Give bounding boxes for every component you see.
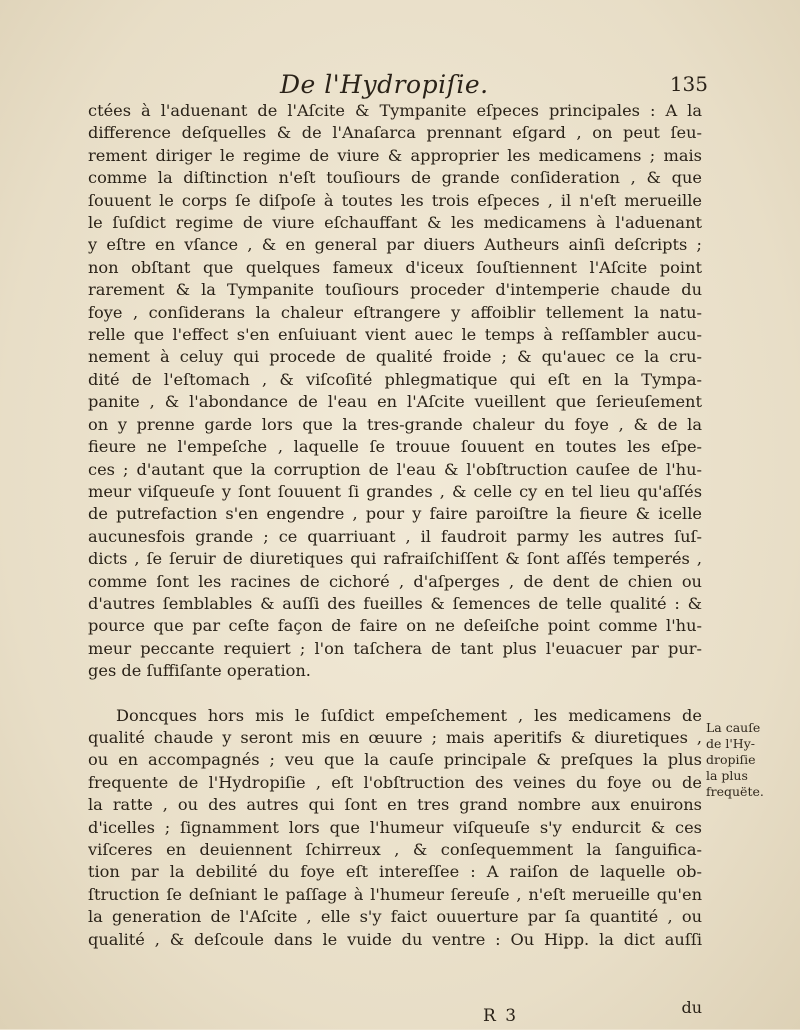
text-line: relle que l'effect s'en enſuiuant vient auec le temps à reſſambler aucu- xyxy=(88,325,702,345)
text-line: la generation de l'Aſcite , elle s'y faict ouuerture par ſa quantité , ou xyxy=(88,907,702,927)
margin-note-line: dropiſie xyxy=(706,752,756,767)
text-line: ſtruction ſe deſniant le paſſage à l'humeur ſereuſe , n'eſt merueille qu'en xyxy=(88,884,702,904)
text-line: viſceres en deuiennent ſchirreux , & conſequemment la ſanguifica- xyxy=(88,840,702,859)
paragraph-1 xyxy=(88,100,702,683)
margin-note xyxy=(706,720,786,800)
text-line: meur peccante requiert ; l'on taſchera de tant plus l'euacuer par pur- xyxy=(88,638,702,658)
text-line: Doncques hors mis le ſuſdict empeſchement , les medicamens de xyxy=(116,705,702,725)
text-line: la ratte , ou des autres qui ſont en tres grand nombre aux enuirons xyxy=(88,795,702,815)
text-line: d'autres ſemblables & auſſi des fueilles & ſemences de telle qualité : & xyxy=(88,593,702,613)
text-line: de putrefaction s'en engendre , pour y faire paroiſtre la fieure & icelle xyxy=(88,504,702,524)
text-line: nement à celuy qui procede de qualité froide ; & qu'auec ce la cru- xyxy=(88,347,702,367)
text-line: qualité chaude y seront mis en œuure ; mais aperitifs & diuretiques , xyxy=(88,727,702,747)
text-line: comme ſont les racines de cichoré , d'aſperges , de dent de chien ou xyxy=(88,571,702,591)
text-line: ou en accompagnés ; veu que la cauſe principale & preſques la plus xyxy=(88,750,702,770)
text-line: rement diriger le regime de viure & approprier les medicamens ; mais xyxy=(88,145,702,165)
text-line: panite , & l'abondance de l'eau en l'Aſcite vueillent que ſerieuſement xyxy=(88,392,702,412)
text-line: frequente de l'Hydropiſie , eſt l'obſtruction des veines du foye ou de xyxy=(88,772,702,792)
text-line: tion par la debilité du foye eſt intereſſee : A raiſon de laquelle ob- xyxy=(88,862,702,882)
margin-note-line: frequëte. xyxy=(706,784,764,799)
page-footer xyxy=(88,998,702,1030)
text-line: qualité , & deſcoule dans le vuide du ventre : Ou Hipp. la dict auſſi xyxy=(88,929,702,949)
text-line: ſouuent le corps ſe diſpoſe à toutes les trois eſpeces , il n'eſt merueille xyxy=(88,190,702,210)
margin-note-line: de l'Hy- xyxy=(706,736,755,751)
running-title: De l'Hydropiſie. xyxy=(280,70,489,99)
paragraph-gap xyxy=(88,683,702,705)
text-line: rarement & la Tympanite touſiours proceder d'intemperie chaude du xyxy=(88,280,702,300)
margin-note-line: la plus xyxy=(706,768,748,783)
text-line: pource que par ceſte façon de faire on ne deſeiſche point comme l'hu- xyxy=(88,616,702,636)
page-number: 135 xyxy=(669,72,708,96)
text-line: on y prenne garde lors que la tres-grande chaleur du foye , & de la xyxy=(88,414,702,434)
text-line: difference deſquelles & de l'Anaſarca prennant eſgard , on peut ſeu- xyxy=(88,123,702,143)
text-line: non obſtant que quelques fameux d'iceux ſouſtiennent l'Aſcite point xyxy=(88,257,702,277)
text-line: meur viſqueuſe y ſont ſouuent ſi grandes , & celle cy en tel lieu qu'aſſés xyxy=(88,481,702,501)
text-line: ces ; d'autant que la corruption de l'eau & l'obſtruction cauſee de l'hu- xyxy=(88,459,702,479)
text-line: d'icelles ; ſignamment lors que l'humeur viſqueuſe s'y endurcit & ces xyxy=(88,817,702,837)
text-line: le ſuſdict regime de viure eſchauffant & les medicamens à l'aduenant xyxy=(88,213,702,233)
signature-mark: R 3 xyxy=(483,1006,519,1026)
margin-note-line: La cauſe xyxy=(706,720,761,735)
text-line: comme la diſtinction n'eſt touſiours de grande conſideration , & que xyxy=(88,168,702,188)
text-line: y eſtre en vſance , & en general par diuers Autheurs ainſi deſcripts ; xyxy=(88,235,702,255)
catchword: du xyxy=(681,998,702,1017)
paragraph-2 xyxy=(88,705,702,951)
text-line: ctées à l'aduenant de l'Aſcite & Tympanite eſpeces principales : A la xyxy=(88,101,702,120)
body-text xyxy=(88,100,702,951)
text-line: ges de ſuffiſante operation. xyxy=(88,661,311,681)
text-line: foye , conſiderans la chaleur eſtrangere y affoiblir tellement la natu- xyxy=(88,302,702,322)
text-line: dité de l'eſtomach , & viſcoſité phlegmatique qui eſt en la Tympa- xyxy=(88,369,702,389)
text-line: dicts , ſe ſeruir de diuretiques qui rafraiſchiſſent & ſont aſſés temperés , xyxy=(88,549,702,569)
text-line: fieure ne l'empeſche , laquelle ſe trouue ſouuent en toutes les eſpe- xyxy=(88,437,702,457)
text-line: aucunesfois grande ; ce quarriuant , il faudroit parmy les autres ſuſ- xyxy=(88,526,702,546)
